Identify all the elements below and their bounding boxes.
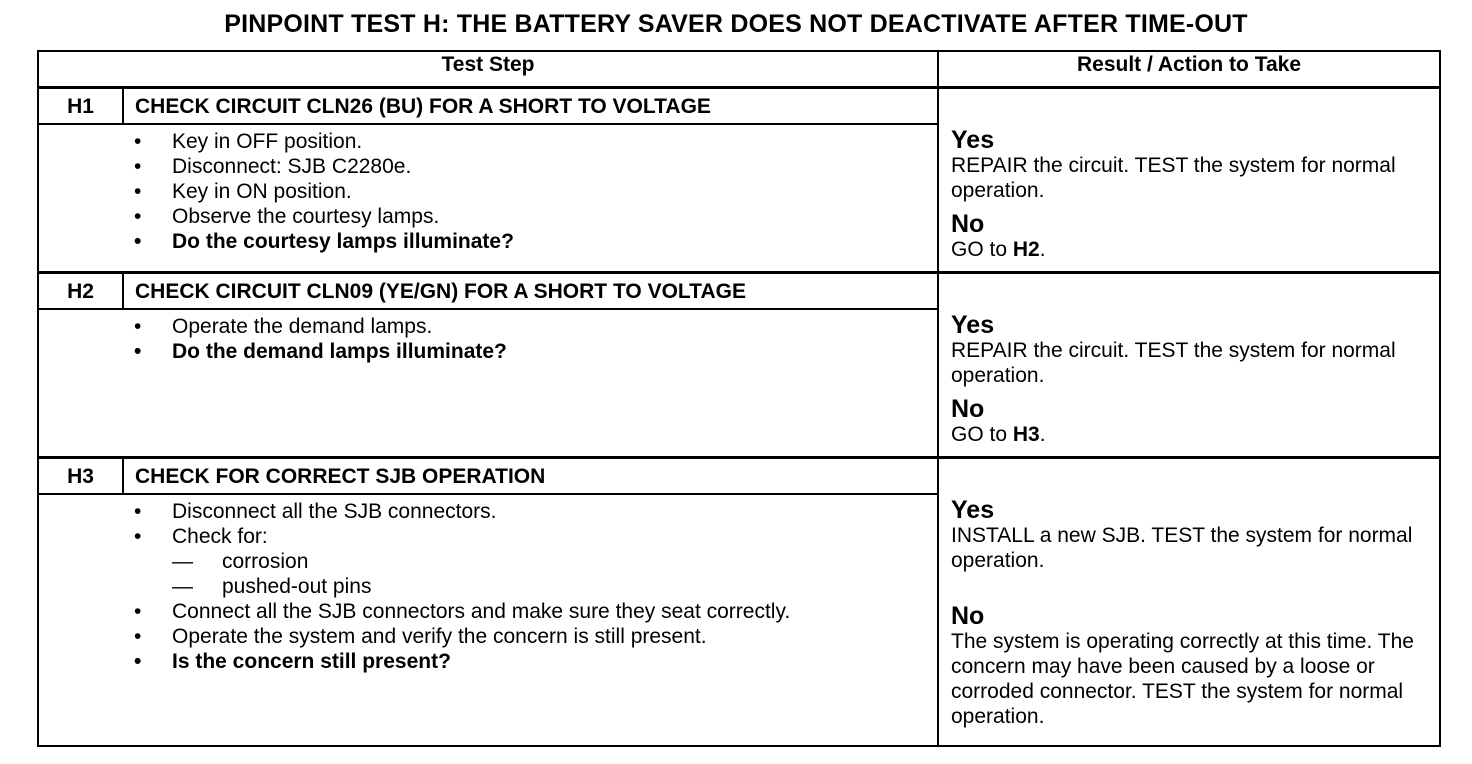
step-id: H1 bbox=[38, 88, 123, 125]
pinpoint-test-table bbox=[37, 50, 1441, 747]
no-goto-link[interactable]: H3 bbox=[1012, 423, 1040, 446]
step-item: • Disconnect: SJB C2280e. bbox=[39, 154, 937, 179]
step-h2-body bbox=[38, 309, 938, 458]
step-h2-title-row bbox=[38, 273, 1440, 310]
yes-label: Yes bbox=[951, 311, 995, 339]
step-item: • Connect all the SJB connectors and make sure they seat correctly. bbox=[39, 599, 937, 624]
step-h3-title-row bbox=[38, 458, 1440, 495]
step-item: • Operate the system and verify the concern is still present. bbox=[39, 624, 937, 649]
step-title: CHECK CIRCUIT CLN26 (BU) FOR A SHORT TO VOLTAGE bbox=[123, 88, 938, 125]
no-action bbox=[951, 422, 1429, 447]
step-id: H3 bbox=[38, 458, 123, 495]
header-test-step: Test Step bbox=[38, 51, 938, 88]
step-item: • Key in ON position. bbox=[39, 179, 937, 204]
step-title: CHECK FOR CORRECT SJB OPERATION bbox=[123, 458, 938, 495]
step-item-text: Check for: bbox=[172, 525, 268, 548]
sub-item-text: pushed-out pins bbox=[222, 575, 372, 598]
no-label: No bbox=[951, 210, 985, 238]
yes-action: INSTALL a new SJB. TEST the system for normal operation. bbox=[951, 524, 1413, 572]
step-item: • Disconnect all the SJB connectors. bbox=[39, 499, 937, 524]
step-h1-title-row bbox=[38, 88, 1440, 125]
step-item: • Operate the demand lamps. bbox=[39, 314, 937, 339]
no-suffix: . bbox=[1039, 238, 1046, 261]
yes-label: Yes bbox=[951, 126, 995, 154]
step-id: H2 bbox=[38, 273, 123, 310]
sub-item-text: corrosion bbox=[222, 550, 309, 573]
step-h3-result bbox=[938, 458, 1440, 747]
no-suffix: . bbox=[1039, 423, 1046, 446]
step-question: • Do the demand lamps illuminate? bbox=[39, 339, 937, 364]
step-item: • Key in OFF position. bbox=[39, 129, 937, 154]
no-label: No bbox=[951, 395, 985, 423]
step-question: • Is the concern still present? bbox=[39, 649, 937, 674]
no-label: No bbox=[951, 602, 985, 630]
dash-marker: — bbox=[172, 575, 193, 598]
no-goto-link[interactable]: H2 bbox=[1012, 238, 1040, 261]
step-title: CHECK CIRCUIT CLN09 (YE/GN) FOR A SHORT TO VOLTAGE bbox=[123, 273, 938, 310]
page-title: PINPOINT TEST H: THE BATTERY SAVER DOES NOT DEACTIVATE AFTER TIME-OUT bbox=[224, 10, 1248, 38]
yes-label: Yes bbox=[951, 496, 995, 524]
no-prefix: GO to bbox=[951, 238, 1013, 261]
step-h1-body bbox=[38, 124, 938, 273]
dash-marker: — bbox=[172, 550, 193, 573]
sub-item bbox=[39, 549, 937, 574]
sub-item bbox=[39, 574, 937, 599]
no-action bbox=[951, 237, 1429, 262]
step-h1-result bbox=[938, 88, 1440, 273]
step-h3-body bbox=[38, 494, 938, 746]
table-header-row bbox=[38, 51, 1440, 88]
step-item: • Observe the courtesy lamps. bbox=[39, 204, 937, 229]
no-action: The system is operating correctly at this time. The concern may have been caused by a loose or corroded connector. TEST the system for normal operation. bbox=[951, 630, 1414, 728]
yes-action: REPAIR the circuit. TEST the system for normal operation. bbox=[951, 339, 1396, 387]
yes-action: REPAIR the circuit. TEST the system for normal operation. bbox=[951, 154, 1396, 202]
step-h2-result bbox=[938, 273, 1440, 458]
step-question: • Do the courtesy lamps illuminate? bbox=[39, 229, 937, 254]
no-prefix: GO to bbox=[951, 423, 1013, 446]
step-item bbox=[39, 524, 937, 599]
header-result-action: Result / Action to Take bbox=[938, 51, 1440, 88]
